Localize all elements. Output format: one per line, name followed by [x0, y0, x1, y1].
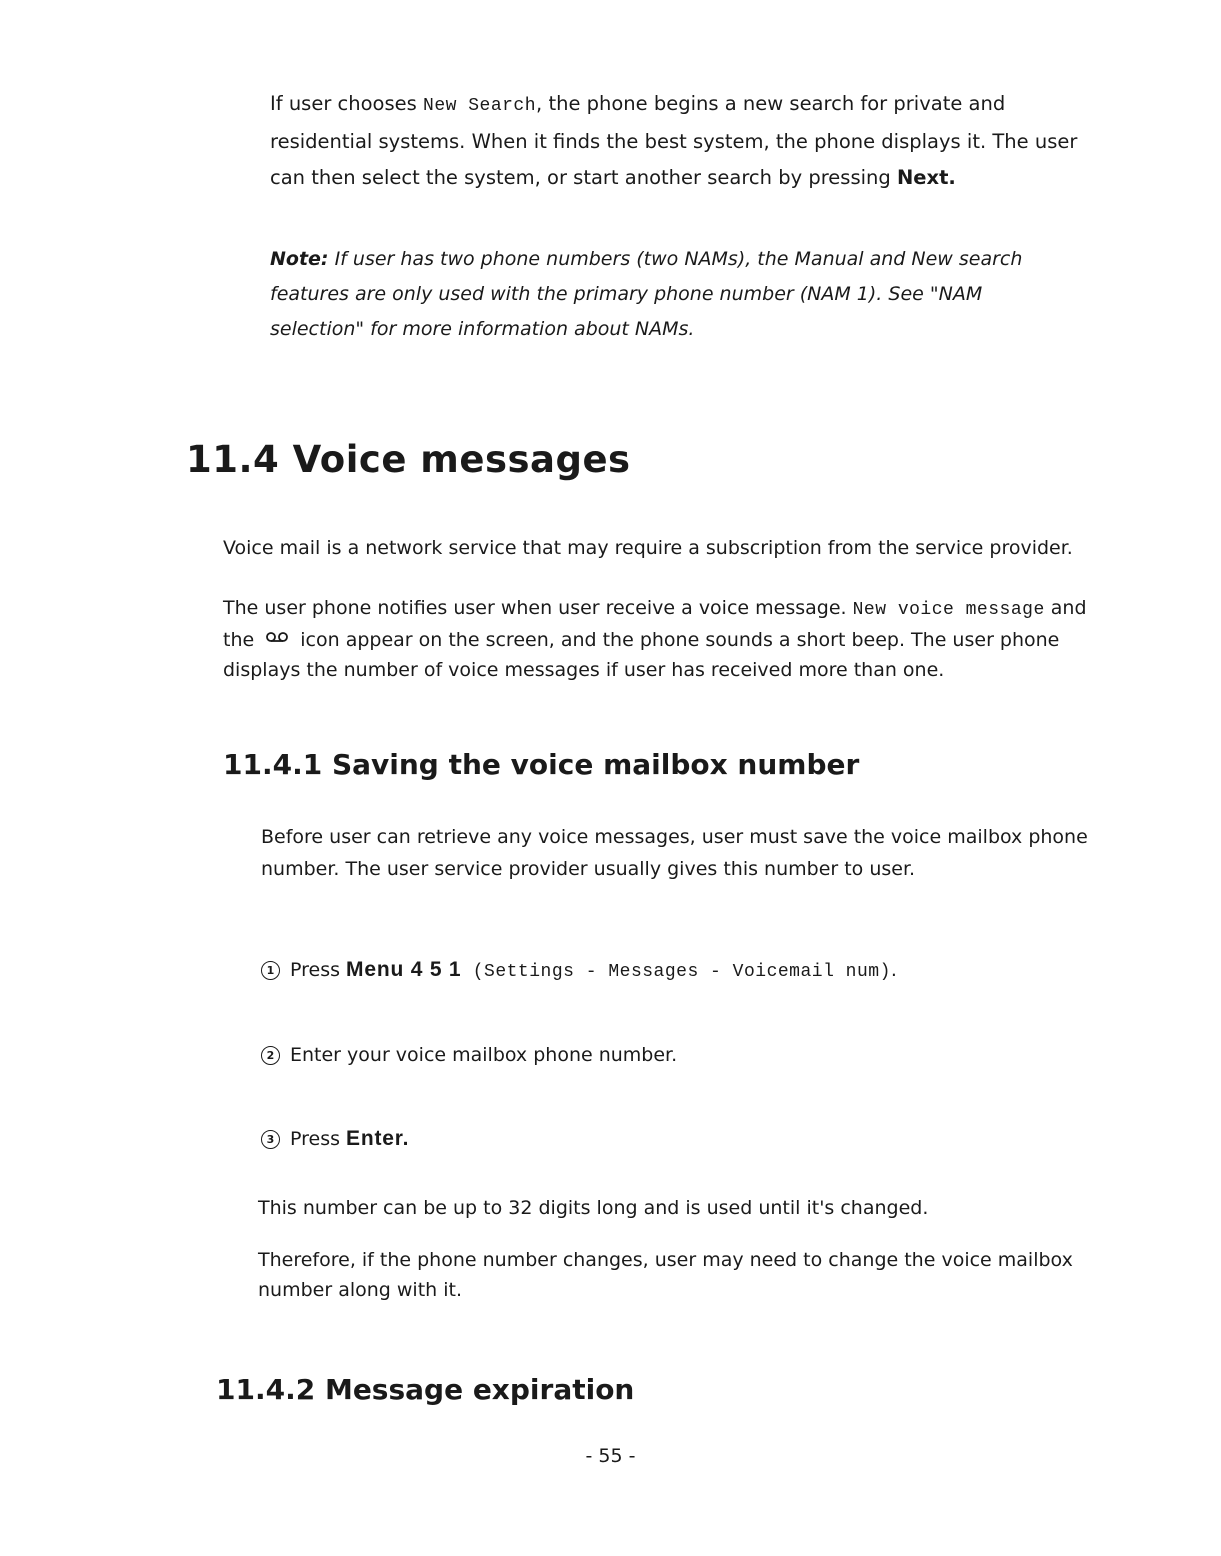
step-number: 3 — [261, 1130, 280, 1149]
step-text: Enter your voice mailbox phone number. — [290, 1044, 678, 1066]
menu-path-label: (Settings - Messages - Voicemail num) — [461, 962, 891, 982]
intro-paragraph — [270, 86, 1100, 196]
intro-text-a: If user chooses — [270, 92, 424, 115]
saving-intro: Before user can retrieve any voice messages, user must save the voice mailbox phone number. The user service provider usually gives this number to user. — [261, 826, 1088, 880]
note-label: Note: — [270, 248, 329, 270]
voicemail-icon — [266, 630, 288, 644]
intro-text-b: , the phone begins a new search for private and residential systems. When it finds the best system, the phone displays it. The user can then select the system, or start another search by pressing — [270, 92, 1078, 189]
new-search-label: New Search — [423, 96, 537, 116]
subsection-title-saving: 11.4.1 Saving the voice mailbox number — [223, 748, 860, 781]
digit-limit-paragraph: This number can be up to 32 digits long and is used until it's changed. — [258, 1197, 929, 1219]
step-text: Press — [290, 959, 347, 981]
step-1 — [261, 955, 897, 987]
note-paragraph — [270, 242, 1080, 347]
notification-text-b: and the — [223, 597, 1087, 651]
new-voice-message-label: New voice message — [852, 600, 1045, 620]
step-2 — [261, 1040, 677, 1070]
notification-text-a: The user phone notifies user when user receive a voice message. — [223, 597, 853, 619]
step-text: Press — [290, 1128, 347, 1150]
next-key-label: Next. — [896, 166, 956, 189]
notification-paragraph — [223, 593, 1093, 685]
enter-key-label: Enter. — [346, 1127, 410, 1150]
change-number-paragraph: Therefore, if the phone number changes, user may need to change the voice mailbox number along with it. — [258, 1249, 1073, 1301]
step-3 — [261, 1124, 409, 1154]
menu-key-sequence: Menu 4 5 1 — [346, 958, 462, 981]
subsection-title-expiration: 11.4.2 Message expiration — [216, 1373, 635, 1406]
voicemail-intro: Voice mail is a network service that may require a subscription from the service provider. — [223, 537, 1073, 559]
step-number: 1 — [261, 961, 280, 980]
step-text-end: . — [890, 959, 897, 981]
notification-text-c: icon appear on the screen, and the phone sounds a short beep. The user phone displays the number of voice messages if user has received more than one. — [223, 629, 1060, 681]
note-text: If user has two phone numbers (two NAMs), the Manual and New search features are only used with the primary phone number (NAM 1). See "NAM selection" for more information about NAMs. — [270, 248, 1023, 340]
page-number: - 55 - — [585, 1445, 636, 1467]
section-title: 11.4 Voice messages — [186, 438, 631, 481]
step-number: 2 — [261, 1046, 280, 1065]
